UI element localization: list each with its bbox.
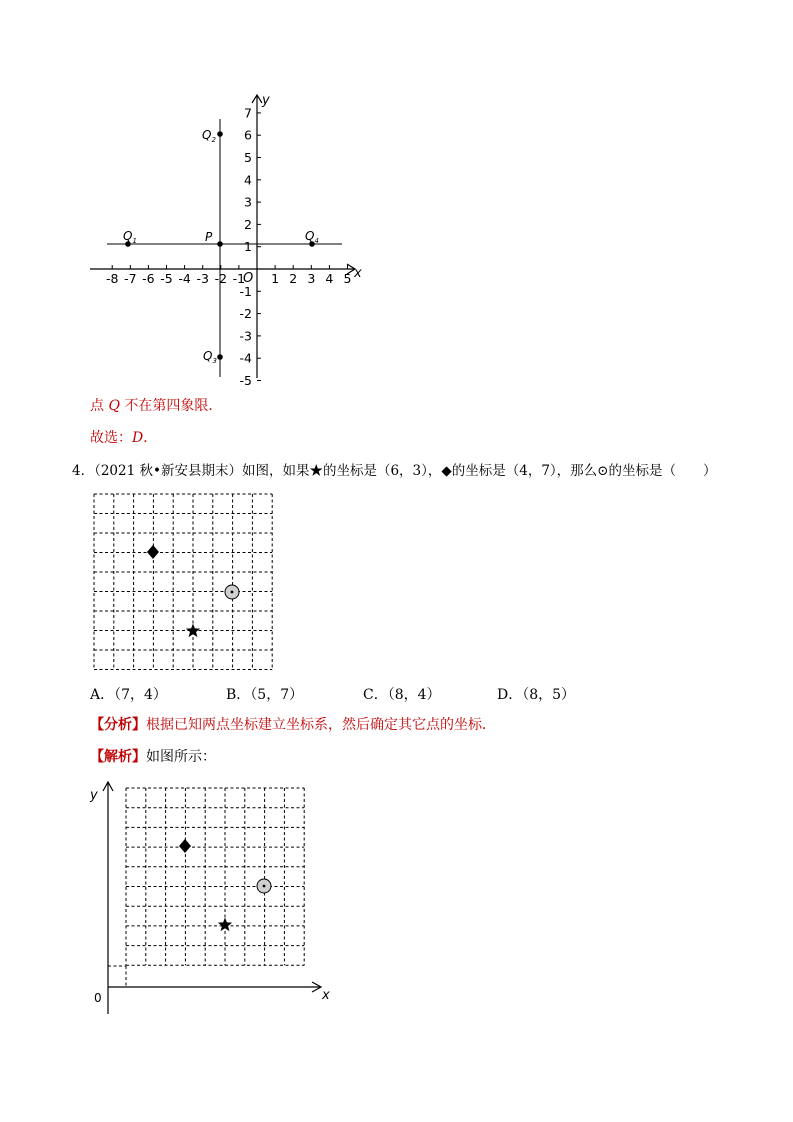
solution-y-label: y xyxy=(90,788,98,803)
x-tick-label: 2 xyxy=(289,271,298,286)
solution-grid-figure xyxy=(86,778,336,1018)
answer-var: D xyxy=(132,430,144,446)
x-tick-label: -4 xyxy=(178,271,191,286)
y-axis-label: y xyxy=(262,93,270,108)
x-tick-label: -8 xyxy=(105,271,119,286)
y-tick-label: 3 xyxy=(244,194,252,210)
analysis-line xyxy=(90,716,496,734)
solution-line xyxy=(90,748,216,766)
label-p: P xyxy=(205,230,213,244)
conclusion-var: Q xyxy=(108,398,120,414)
option-c[interactable]: C．（8，4） xyxy=(363,687,441,703)
y-tick-label: 7 xyxy=(244,105,252,121)
point-q3 xyxy=(217,354,223,360)
solution-x-label: x xyxy=(322,988,330,1003)
point-q2 xyxy=(217,131,223,137)
solution-circle-marker xyxy=(257,879,271,893)
origin-label: O xyxy=(243,271,254,286)
solution-origin-label: 0 xyxy=(94,991,102,1005)
y-tick-label: -2 xyxy=(239,306,252,322)
x-tick-label: -2 xyxy=(214,271,228,286)
x-axis-label: x xyxy=(354,266,362,281)
option-a[interactable]: A．（7，4） xyxy=(90,687,167,703)
x-tick-label: 5 xyxy=(343,271,352,286)
y-ticks xyxy=(240,105,261,388)
solution-dashed-grid xyxy=(126,788,304,965)
x-tick-label: -5 xyxy=(160,271,173,286)
conclusion-pre: 点 xyxy=(90,398,109,414)
solution-tag: 【解析】 xyxy=(90,749,146,765)
conclusion-post: 不在第四象限． xyxy=(119,398,223,414)
question-4: 4．（2021 秋•新安县期末）如图，如果★的坐标是（6，3），◆的坐标是（4，7），那么⊙的坐标是（ ） xyxy=(72,463,717,479)
label-q3: $Q_3$ xyxy=(203,349,217,365)
y-tick-label: 4 xyxy=(244,172,252,188)
y-tick-label: -3 xyxy=(239,328,252,344)
option-b[interactable]: B．（5，7） xyxy=(226,687,304,703)
solution-star-marker xyxy=(218,918,232,932)
x-tick-label: 4 xyxy=(325,271,334,286)
answer-post: ． xyxy=(143,430,158,446)
y-tick-label: 6 xyxy=(244,127,252,143)
analysis-body: 根据已知两点坐标建立坐标系，然后确定其它点的坐标． xyxy=(146,717,496,733)
answer-line xyxy=(90,429,157,447)
label-q4: $Q_4$ xyxy=(305,229,319,245)
star-marker xyxy=(186,624,200,638)
y-tick-label: 1 xyxy=(244,239,252,255)
solution-diamond-marker xyxy=(179,839,191,853)
x-tick-label: -6 xyxy=(142,271,155,286)
answer-pre: 故选： xyxy=(90,430,132,446)
x-tick-label: -3 xyxy=(196,271,209,286)
y-tick-label: -1 xyxy=(239,283,252,299)
option-d[interactable]: D．（8，5） xyxy=(497,687,576,703)
x-tick-label: 3 xyxy=(307,271,316,286)
coordinate-plane-figure xyxy=(80,88,370,388)
y-tick-label: 5 xyxy=(244,150,252,165)
y-tick-label: 2 xyxy=(244,216,252,232)
solution-body: 如图所示： xyxy=(146,749,216,765)
x-tick-label: -1 xyxy=(232,271,246,286)
analysis-tag: 【分析】 xyxy=(90,717,146,733)
grid-figure xyxy=(88,488,280,678)
x-tick-label: -7 xyxy=(124,271,137,286)
dashed-grid xyxy=(94,494,272,670)
y-tick-label: -5 xyxy=(239,373,252,388)
x-ticks xyxy=(106,265,352,286)
y-tick-label: -4 xyxy=(239,350,252,366)
label-q1: $Q_1$ xyxy=(123,229,137,245)
label-q2: $Q_2$ xyxy=(202,128,216,144)
circle-marker xyxy=(225,585,239,599)
point-p xyxy=(217,241,223,247)
x-tick-label: 1 xyxy=(271,271,280,286)
diamond-marker xyxy=(147,545,159,559)
conclusion-line xyxy=(90,397,222,415)
